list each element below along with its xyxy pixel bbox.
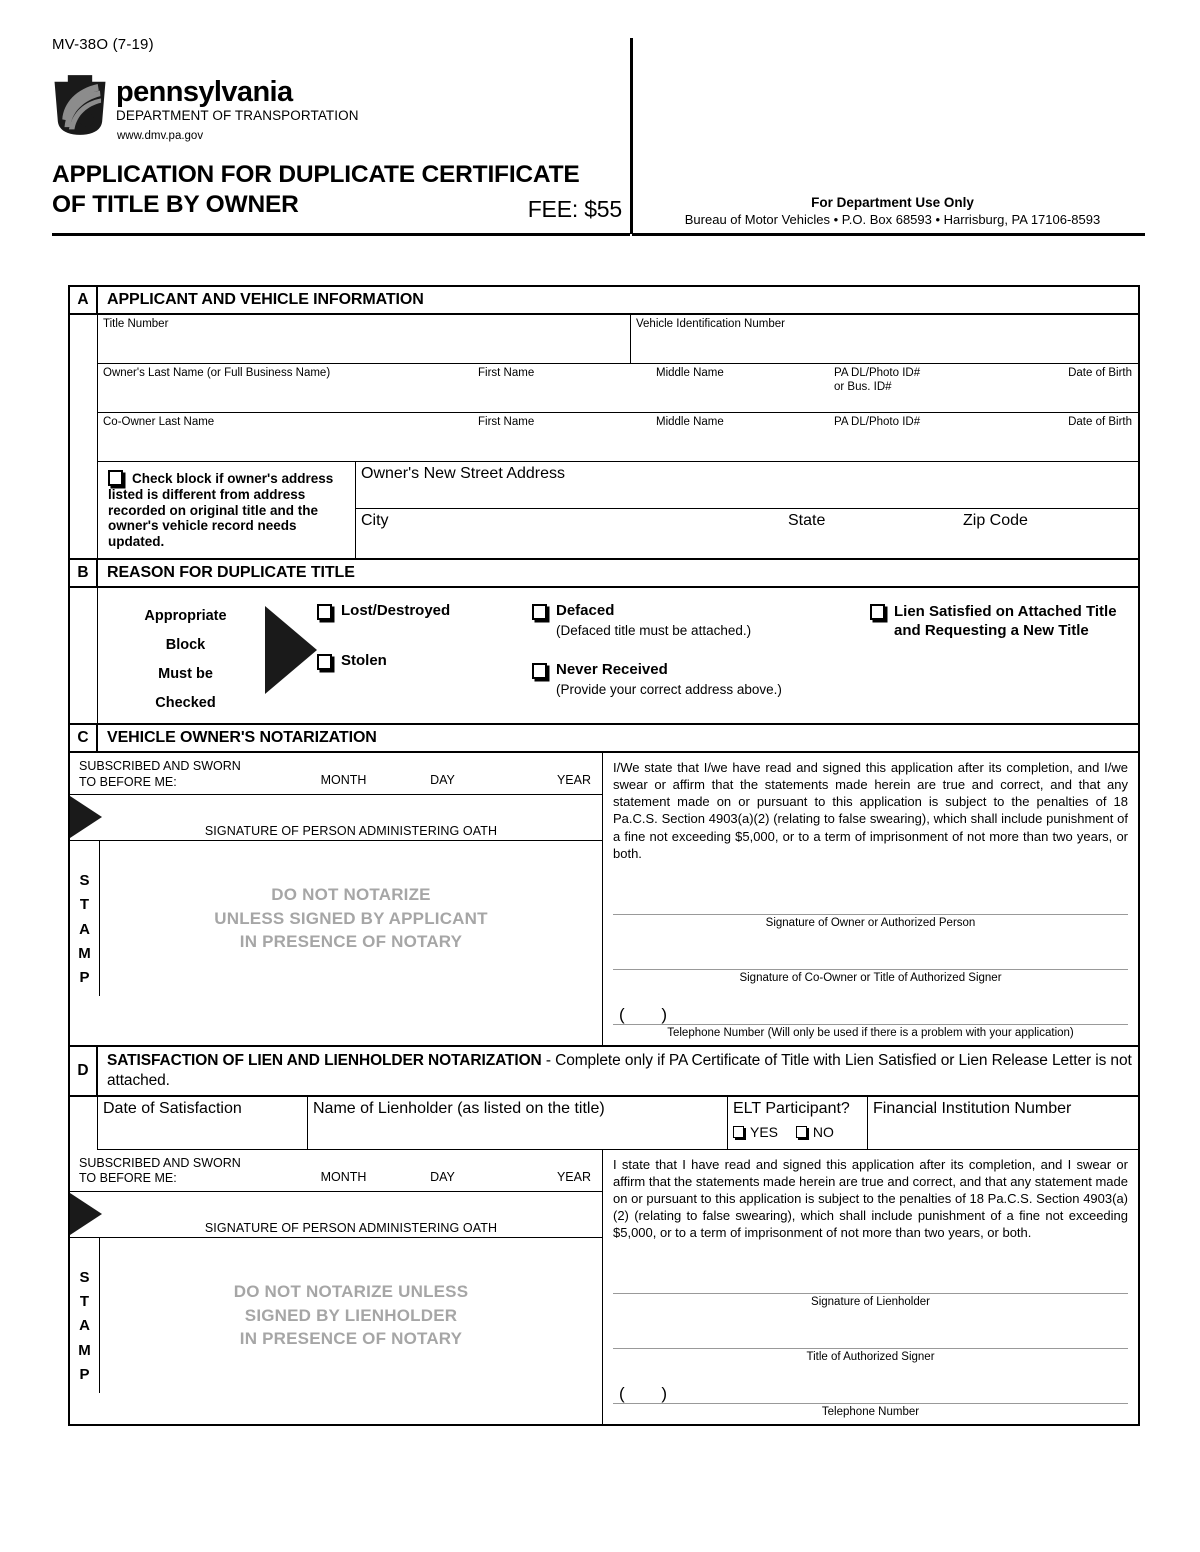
section-d-oath-right [603,1150,1138,1425]
reason-column-2 [532,602,870,723]
coowner-name-row [98,413,1138,462]
section-d-sworn-line1: SUBSCRIBED AND SWORN [79,1155,241,1170]
lien-satisfied-label-line2: and Requesting a New Title [894,622,1089,640]
state-label: State [788,512,826,529]
stolen-checkbox[interactable] [317,654,332,670]
section-c-oath-signature-row[interactable] [70,795,602,841]
coowner-dl-id-field[interactable] [829,413,1044,461]
page-title-block [52,160,622,220]
pennsylvania-keystone-icon [52,74,108,136]
logo-website-url: www.dmv.pa.gov [117,129,204,142]
reason-column-3 [870,602,1138,723]
vin-field[interactable] [631,315,1138,363]
owner-name-row [98,364,1138,413]
section-d-stamp-row [70,1238,602,1393]
never-received-label: Never Received [556,661,668,679]
section-d-header [70,1045,1138,1097]
elt-yes-option[interactable] [733,1124,778,1140]
city-label: City [361,512,389,529]
section-c-owner-signature-label: Signature of Owner or Authorized Person [765,916,976,929]
lost-destroyed-label: Lost/Destroyed [341,601,451,619]
date-of-satisfaction-field[interactable] [98,1097,308,1149]
city-state-zip-row [356,509,1138,556]
instruction-arrow-icon [265,606,317,694]
address-update-row [98,462,1138,558]
section-a-title: APPLICANT AND VEHICLE INFORMATION [107,291,424,308]
section-d-day-label: DAY [430,1169,455,1184]
owner-dl-id-label-line1: PA DL/Photo ID# [834,367,921,379]
section-d-fields-body [70,1097,1138,1150]
header-vertical-divider [630,38,633,234]
section-c-phone-block[interactable] [613,1004,1128,1039]
section-d-spacer-col [70,1097,98,1150]
logo-agency-name: pennsylvania [116,76,293,108]
section-c-sworn-line2: TO BEFORE ME: [79,774,177,789]
section-c-year-label: YEAR [556,772,591,787]
section-c-oath-text: I/We state that I/we have read and signed this application after its completion, and I/we swear or affirm that the statements made herein are true and correct, and that any statement made on or pursuant to this application is subject to the penalties of 18 Pa.C.S. Section 4903(a)(2) (relating to false swearing), which shall include punishment of a fine not exceeding $5,000, or to a term of imprisonment of not more than two years, or both. [613,759,1128,861]
never-received-checkbox[interactable] [532,663,547,679]
section-c-title: VEHICLE OWNER'S NOTARIZATION [107,728,377,746]
form-code: MV-38O (7-19) [52,36,154,53]
section-d-sworn-line2: TO BEFORE ME: [79,1171,177,1186]
section-d-stamp-warning [100,1238,602,1393]
section-d-authorized-signer-title-line[interactable] [613,1348,1128,1363]
section-a-header [70,287,1138,315]
page-title-line1: APPLICATION FOR DUPLICATE CERTIFICATE [52,161,580,188]
section-b-instruction [98,588,273,723]
owner-middle-name-field[interactable] [651,364,829,412]
department-use-block [640,195,1145,227]
section-c-stamp-warning [100,841,602,996]
penndot-logo-block [52,72,612,142]
department-use-title: For Department Use Only [811,195,974,210]
section-d-oath-arrow-icon [70,1193,102,1235]
section-d-oath-text: I state that I have read and signed this application after its completion, and I swear or affirm that the statements made herein are true and correct, and that any statement made on or pursuant to this application is subject to the penalties of 18 Pa.C.S. Section 4903(a)(2) (relating to false swearing), which shall include punishment of a fine not exceeding $5,000, or to a term of imprisonment of not more than two years, or both. [613,1156,1128,1241]
section-b-body [70,588,1138,723]
reason-column-1 [317,602,532,723]
coowner-first-name-label: First Name [478,416,535,428]
title-number-field[interactable] [98,315,631,363]
lost-destroyed-checkbox[interactable] [317,604,332,620]
section-d-notary-left [70,1150,603,1425]
coowner-dob-field[interactable] [1044,413,1138,461]
header-rule-right [632,233,1145,236]
state-field[interactable] [788,512,963,556]
section-b-title: REASON FOR DUPLICATE TITLE [107,563,355,581]
zip-field[interactable] [963,512,1138,556]
owner-first-name-field[interactable] [473,364,651,412]
section-c-letter: C [70,725,98,751]
section-c-day-label: DAY [430,772,455,787]
owner-last-name-label: Owner's Last Name (or Full Business Name) [103,367,331,379]
coowner-middle-name-label: Middle Name [656,416,724,428]
section-d-authorized-signer-title-label: Title of Authorized Signer [806,1351,935,1364]
section-b-header [70,558,1138,588]
section-d-phone-label: Telephone Number [613,1403,1128,1418]
section-d-phone-block[interactable] [613,1384,1128,1419]
section-c-notary-left [70,753,603,1045]
coowner-last-name-label: Co-Owner Last Name [103,416,215,428]
fee-amount: FEE: $55 [527,196,622,222]
reason-option-lost-destroyed[interactable] [317,602,532,620]
stolen-label: Stolen [341,651,387,669]
elt-no-label: NO [812,1123,834,1140]
coowner-dl-id-label: PA DL/Photo ID# [834,416,921,428]
reason-option-defaced[interactable] [532,602,870,639]
section-d-oath-signature-label: SIGNATURE OF PERSON ADMINISTERING OATH [204,1220,498,1235]
section-d-stamp-warning-line2: SIGNED BY LIENHOLDER [244,1305,458,1325]
instruction-line-3: Must be [158,665,213,682]
owner-dl-id-label-line2: or Bus. ID# [834,380,892,393]
section-c-stamp-row [70,841,602,996]
new-street-address-field[interactable] [356,462,1138,509]
elt-yes-checkbox[interactable] [733,1126,744,1138]
section-d-title [98,1047,1138,1095]
section-c-coowner-signature-label: Signature of Co-Owner or Title of Authorized Signer [739,971,1002,984]
never-received-note: (Provide your correct address above.) [556,682,782,698]
reason-option-never-received[interactable] [532,661,870,698]
section-c-header [70,723,1138,753]
elt-yes-label: YES [750,1123,779,1140]
financial-institution-number-field[interactable] [868,1097,1138,1149]
owner-first-name-label: First Name [478,367,535,379]
coowner-dob-label: Date of Birth [1068,416,1132,428]
section-b-spacer-col [70,588,98,723]
owner-last-name-field[interactable] [98,364,473,412]
owner-dl-id-field[interactable] [829,364,1044,412]
section-d-sworn-row [70,1150,602,1192]
section-c-body [70,753,1138,1045]
section-c-oath-right [603,753,1138,1045]
defaced-label: Defaced [556,601,615,619]
section-d-stamp-label: S T A M P [70,1238,100,1393]
section-a-body [70,315,1138,558]
vin-label: Vehicle Identification Number [636,318,785,330]
address-change-note-text: Check block if owner's address listed is different from address recorded on original title and the owner's vehicle record needs updated. [108,471,334,550]
lien-satisfied-label-line1: Lien Satisfied on Attached Title [894,602,1117,620]
section-d-notary-body [70,1150,1138,1425]
defaced-checkbox[interactable] [532,604,547,620]
section-c-month-label: MONTH [320,772,367,787]
section-c-stamp-warning-line2: UNLESS SIGNED BY APPLICANT [214,908,488,928]
reason-option-stolen[interactable] [317,652,532,670]
lien-satisfied-checkbox[interactable] [870,604,885,620]
department-use-address: Bureau of Motor Vehicles • P.O. Box 68593 • Harrisburg, PA 17106-8593 [684,212,1101,227]
section-c-oath-arrow-icon [70,796,102,838]
section-c-sworn-row [70,753,602,795]
section-d-phone-parens: ( ) [619,1384,684,1404]
section-a-spacer-col [70,315,98,558]
section-d-stamp-warning-line3: IN PRESENCE OF NOTARY [239,1328,463,1348]
section-d-stamp-warning-line1: DO NOT NOTARIZE UNLESS [233,1282,469,1302]
title-number-label: Title Number [103,318,169,330]
instruction-line-4: Checked [155,694,216,711]
elt-no-checkbox[interactable] [796,1126,807,1138]
lien-details-row [98,1097,1138,1150]
new-street-address-label: Owner's New Street Address [361,465,566,482]
section-c-phone-label: Telephone Number (Will only be used if there is a problem with your application) [613,1024,1128,1039]
elt-no-option[interactable] [796,1124,834,1140]
section-c-owner-signature-line[interactable] [613,914,1128,929]
lienholder-name-field[interactable] [308,1097,728,1149]
section-c-stamp-label: S T A M P [70,841,100,996]
address-change-note [98,462,356,558]
logo-department-name: DEPARTMENT OF TRANSPORTATION [116,108,359,123]
city-field[interactable] [361,512,788,556]
form-table [68,285,1140,1426]
owner-dob-label: Date of Birth [1068,367,1132,379]
section-d-title-bold: SATISFACTION OF LIEN AND LIENHOLDER NOTARIZATION [107,1051,542,1069]
reason-option-lien-satisfied[interactable] [870,602,1138,641]
section-d-month-label: MONTH [320,1169,367,1184]
owner-middle-name-label: Middle Name [656,367,724,379]
owner-dob-field[interactable] [1044,364,1138,412]
section-d-year-label: YEAR [556,1169,591,1184]
elt-participant-label: ELT Participant? [733,1099,850,1117]
coowner-middle-name-field[interactable] [651,413,829,461]
section-c-phone-parens: ( ) [619,1004,684,1024]
instruction-line-1: Appropriate [144,607,227,624]
section-d-oath-signature-row[interactable] [70,1192,602,1238]
elt-participant-field [728,1097,868,1149]
section-c-stamp-warning-line3: IN PRESENCE OF NOTARY [239,932,463,952]
instruction-line-2: Block [165,636,206,653]
section-c-oath-signature-label: SIGNATURE OF PERSON ADMINISTERING OATH [204,824,498,839]
section-a-letter: A [70,287,98,313]
section-c-stamp-warning-line1: DO NOT NOTARIZE [271,885,431,905]
title-vin-row [98,315,1138,364]
date-of-satisfaction-label: Date of Satisfaction [103,1099,242,1117]
lienholder-name-label: Name of Lienholder (as listed on the title) [313,1099,605,1117]
coowner-last-name-field[interactable] [98,413,473,461]
coowner-first-name-field[interactable] [473,413,651,461]
section-d-title-rest: - Complete only if PA Certificate of Title with Lien Satisfied or Lien Release Letter is not attached. [107,1051,1132,1089]
financial-institution-number-label: Financial Institution Number [873,1099,1072,1117]
header-rule-left [52,233,630,236]
defaced-note: (Defaced title must be attached.) [556,622,752,638]
zip-label: Zip Code [963,512,1028,529]
page-title-line2: OF TITLE BY OWNER [52,191,299,219]
section-c-coowner-signature-line[interactable] [613,969,1128,984]
section-d-lienholder-signature-line[interactable] [613,1293,1128,1308]
section-c-sworn-line1: SUBSCRIBED AND SWORN [79,758,241,773]
section-b-letter: B [70,560,98,586]
address-change-checkbox[interactable] [108,470,123,486]
section-d-letter: D [70,1047,98,1095]
section-d-lienholder-signature-label: Signature of Lienholder [811,1296,930,1309]
